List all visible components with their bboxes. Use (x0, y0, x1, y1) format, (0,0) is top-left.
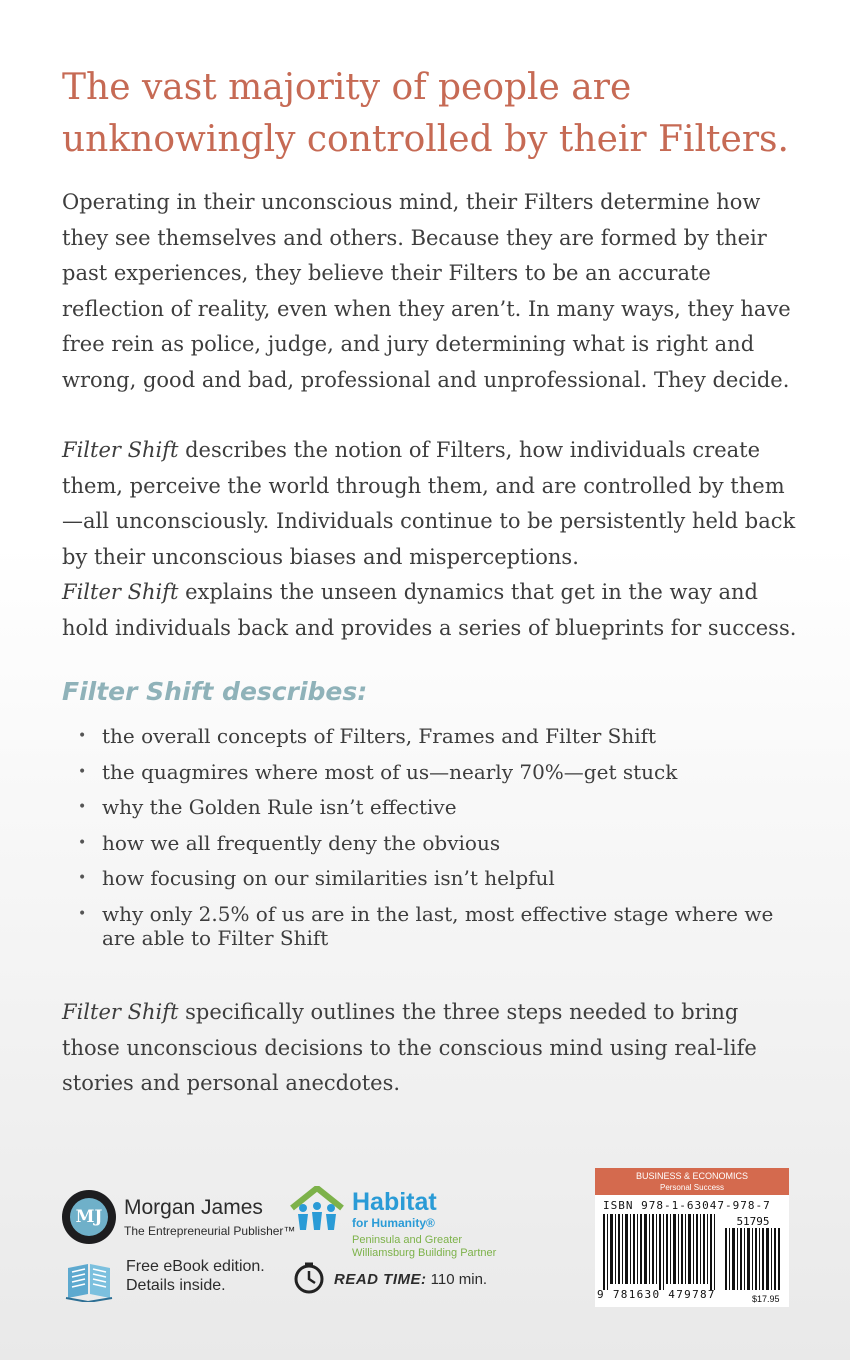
read-time (334, 1271, 487, 1288)
bullet-dot-icon: • (78, 763, 87, 780)
description-paragraph (62, 433, 802, 646)
ebook-line-2: Details inside. (126, 1277, 226, 1294)
monogram: MJ (70, 1198, 108, 1236)
read-time-label: READ TIME: (334, 1271, 427, 1288)
book-title-italic: Filter Shift (62, 580, 179, 604)
ebook-line-1: Free eBook edition. (126, 1258, 265, 1275)
description-text: explains the unseen dynamics that get in the way and hold individuals back and provides a series of blueprints for success. (62, 580, 797, 640)
bullet-dot-icon: • (78, 870, 87, 886)
closing-text: specifically outlines the three steps needed to bring those unconscious decisions to the conscious mind using real-life stories and personal anecdotes. (62, 1000, 757, 1095)
barcode-addon: 51795 (736, 1215, 770, 1228)
bullet-dot-icon: • (78, 905, 87, 922)
morgan-james-logo-icon (62, 1190, 116, 1244)
isbn-line: ISBN 978-1-63047-978-7 (603, 1199, 771, 1212)
list-item: • the quagmires where most of us—nearly 70%—get stuck (78, 759, 678, 784)
book-title-italic: Filter Shift (62, 438, 179, 462)
describes-subheading: Filter Shift describes: (62, 677, 368, 706)
habitat-name: Habitat (352, 1188, 437, 1216)
habitat-house-icon (288, 1186, 346, 1232)
category: BUSINESS & ECONOMICS (635, 1171, 749, 1181)
bullet-dot-icon: • (78, 799, 87, 815)
habitat-sub: for Humanity® (352, 1216, 435, 1230)
list-item: • why the Golden Rule isn’t effective (78, 795, 457, 819)
habitat-partner: Peninsula and Greater Williamsburg Building Partner (352, 1234, 497, 1259)
subcategory: Personal Success (659, 1183, 725, 1192)
list-item: • why only 2.5% of us are in the last, most effective stage where we are able to Filter Shift (78, 901, 774, 950)
list-item: • how we all frequently deny the obvious (78, 830, 501, 855)
ebook-offer (126, 1257, 265, 1295)
category-label (595, 1168, 789, 1195)
bullet-dot-icon: • (78, 728, 87, 744)
description-text: describes the notion of Filters, how individuals create them, perceive the world through them, and are controlled by them—all unconsciously. Individuals continue to be persistently held back by their unconscious biases and misperceptions. (62, 438, 796, 569)
bullet-dot-icon: • (78, 834, 87, 851)
list-item: • how focusing on our similarities isn’t helpful (78, 866, 555, 890)
barcode-number: 9 781630 479787 (597, 1288, 716, 1301)
book-title-italic: Filter Shift (62, 1000, 179, 1024)
read-time-value: 110 min. (430, 1271, 488, 1288)
list-item: • the overall concepts of Filters, Frames and Filter Shift (78, 724, 657, 748)
clock-icon (292, 1261, 326, 1295)
headline: The vast majority of people are unknowingly controlled by their Filters. (62, 67, 789, 160)
describes-list (78, 724, 798, 961)
intro-paragraph: Operating in their unconscious mind, their Filters determine how they see themselves and others. Because they are formed by their past experiences, they believe their Filters to be an accurate reflection of reality, even when they aren’t. In many ways, they have free rein as police, judge, and jury determining what is right and wrong, good and bad, professional and unprofessional. They decide. (62, 190, 791, 392)
open-book-icon (64, 1258, 114, 1302)
publisher-name: Morgan James (124, 1196, 263, 1219)
publisher-tagline: The Entrepreneurial Publisher™ (124, 1224, 296, 1238)
barcode-icon (603, 1214, 781, 1290)
price: $17.95 (752, 1294, 780, 1304)
closing-paragraph (62, 995, 802, 1102)
